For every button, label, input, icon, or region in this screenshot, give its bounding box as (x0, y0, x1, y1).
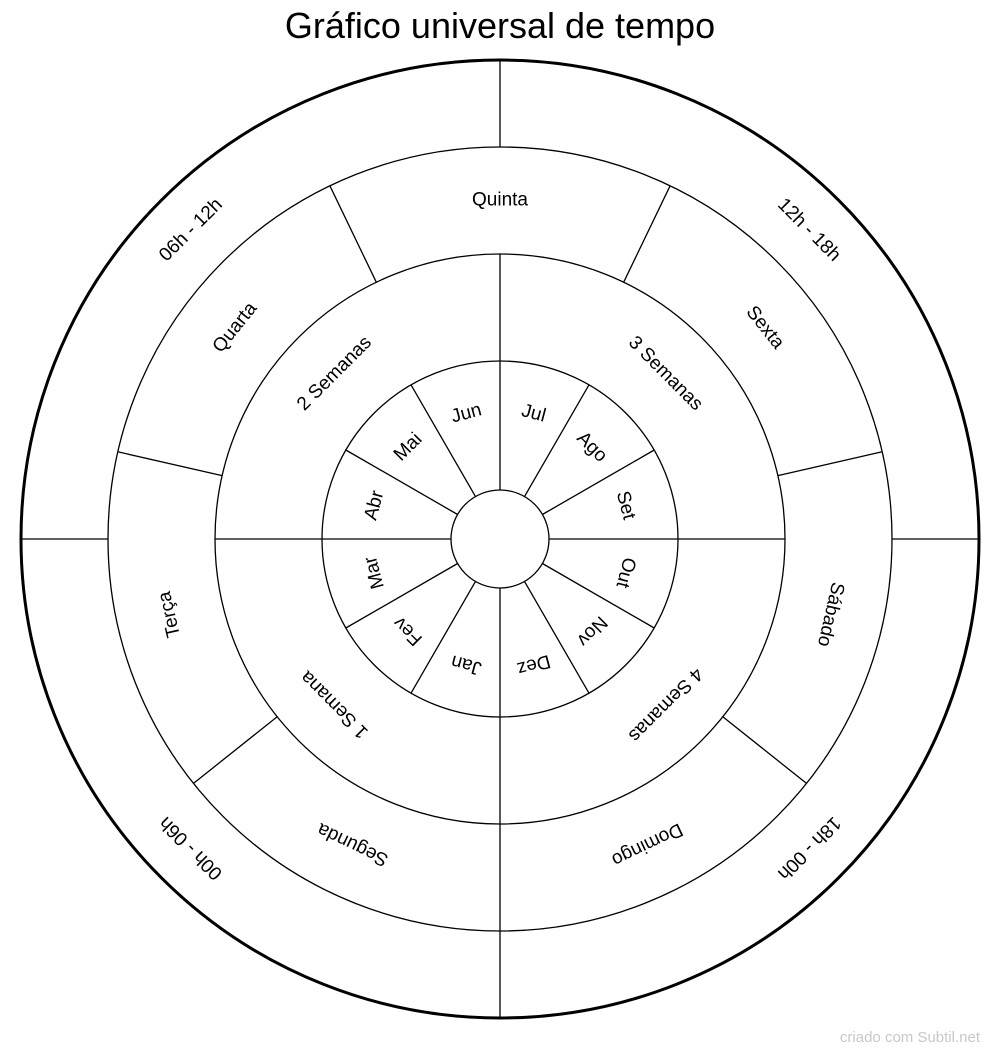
day-divider (118, 452, 222, 476)
outer-label-afternoon: 12h - 18h (773, 194, 845, 266)
outer-label-night: 00h - 06h (155, 812, 227, 884)
day-divider (330, 186, 376, 282)
month-label-jan: Jan (448, 650, 484, 679)
day-divider (778, 452, 882, 476)
day-label-terca: Terça (154, 589, 185, 640)
month-label-nov: Nov (572, 611, 612, 651)
month-label-abr: Abr (360, 488, 389, 523)
week-label-3: 3 Semanas (624, 332, 707, 415)
credit-text: criado com Subtil.net (839, 1029, 980, 1046)
day-label-sexta: Sexta (741, 302, 789, 354)
week-label-4: 4 Semanas (624, 663, 707, 746)
day-label-segunda: Segunda (314, 818, 392, 871)
month-label-ago: Ago (572, 427, 612, 467)
outer-label-evening: 18h - 00h (773, 812, 845, 884)
day-label-quinta: Quinta (472, 189, 528, 211)
month-label-set: Set (611, 488, 640, 522)
month-label-dez: Dez (514, 650, 553, 680)
month-label-jul: Jul (519, 400, 549, 427)
day-label-sabado: Sábado (812, 580, 849, 649)
day-divider (624, 186, 670, 282)
day-divider (723, 717, 807, 784)
day-label-quarta: Quarta (208, 298, 262, 357)
day-divider (194, 717, 278, 784)
week-label-1: 1 Semana (296, 666, 373, 743)
wheel-labels (154, 190, 848, 884)
month-label-fev: Fev (389, 612, 427, 650)
center-circle (451, 490, 549, 588)
month-label-out: Out (611, 555, 640, 591)
month-label-mar: Mar (360, 554, 389, 592)
day-label-domingo: Domingo (608, 818, 686, 871)
week-label-2: 2 Semanas (293, 332, 376, 415)
page-title: Gráfico universal de tempo (284, 5, 716, 46)
month-label-jun: Jun (448, 399, 484, 428)
outer-label-morning: 06h - 12h (155, 194, 227, 266)
month-label-mai: Mai (389, 428, 427, 466)
